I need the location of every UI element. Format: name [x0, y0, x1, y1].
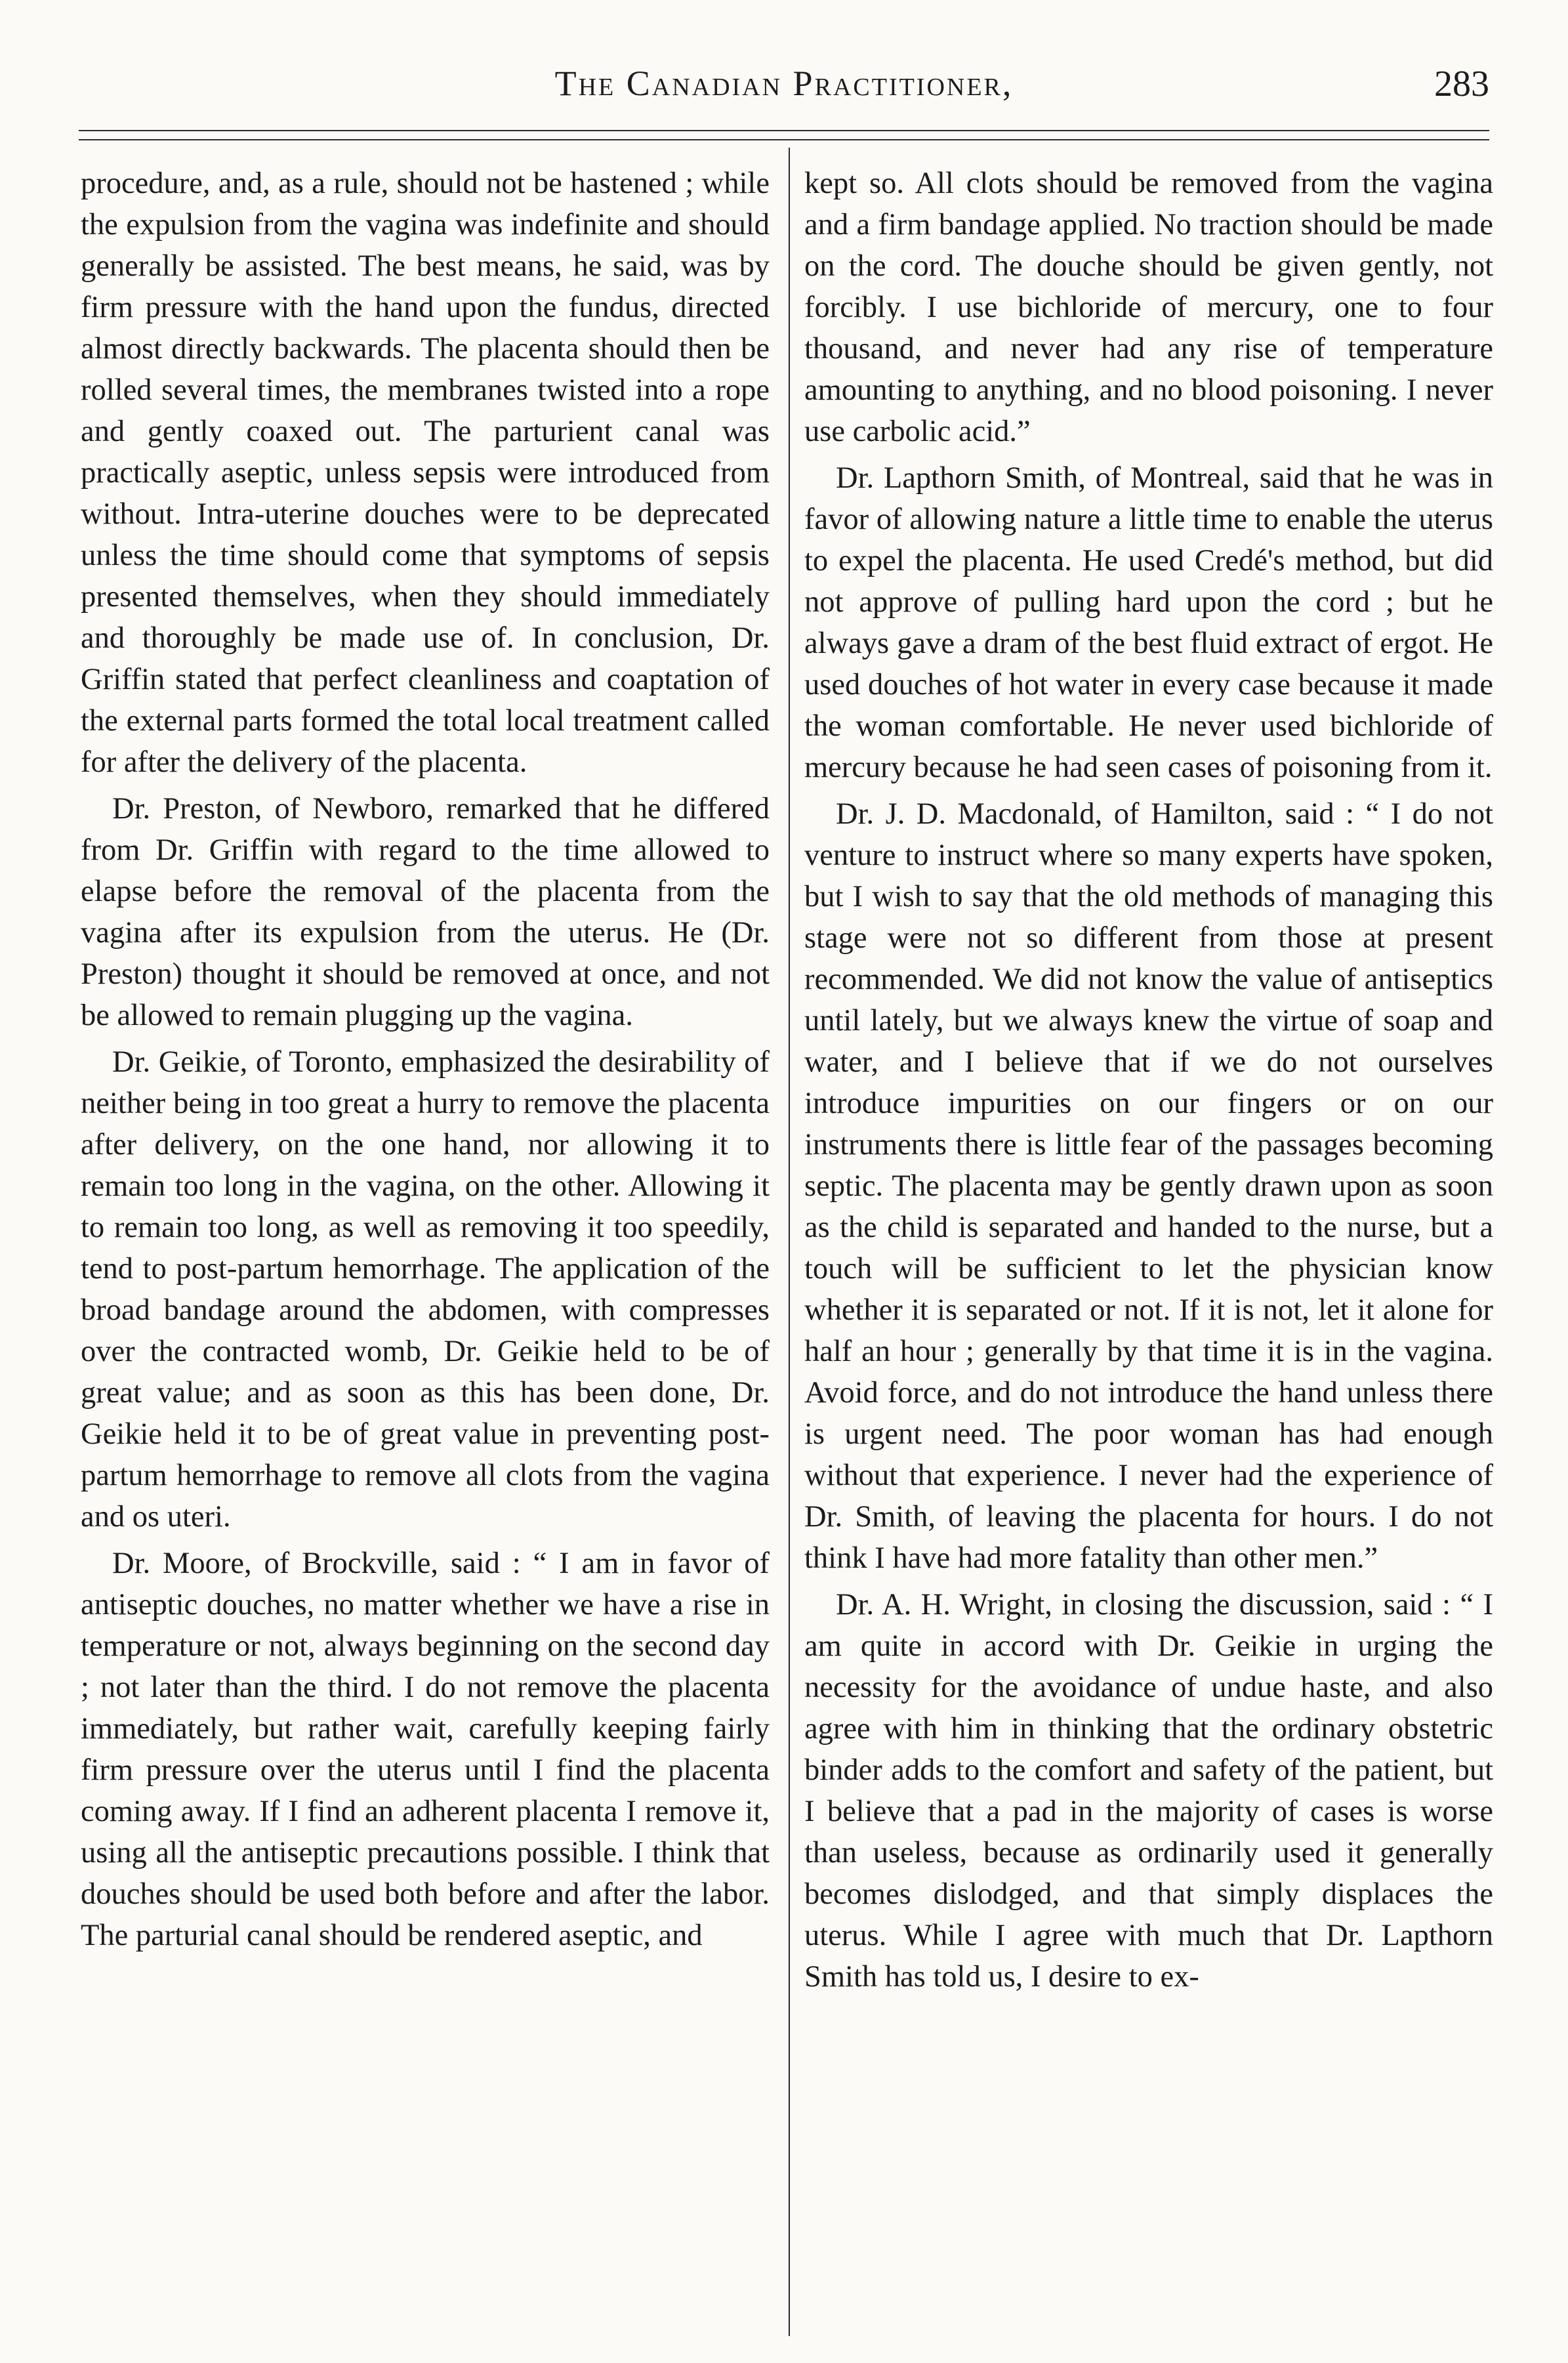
paragraph-preston: Dr. Preston, of Newboro, remarked that he differed from Dr. Griffin with regard to the time allowed to elapse before the removal of the placenta from the vagina after its expulsion from the uterus. He (Dr. Preston) thought it should be removed at once, and not be allowed to remain plugging up the vagina. [81, 792, 770, 1032]
page-header [79, 63, 1489, 115]
paragraph-geikie: Dr. Geikie, of Toronto, emphasized the desirability of neither being in too great a hurry to remove the placenta after delivery, on the one hand, nor allowing it to remain too long in the vagina, on the other. Allowing it to remain too long, as well as removing it too speedily, tend to post-partum hemorrhage. The application of the broad bandage around the abdomen, with compresses over the contracted womb, Dr. Geikie held to be of great value; and as soon as this has been done, Dr. Geikie held it to be of great value in preventing post-partum hemorrhage to remove all clots from the vagina and os uteri. [81, 1045, 770, 1534]
left-column [81, 163, 770, 1961]
header-rule-top [79, 130, 1489, 131]
paragraph-macdonald: Dr. J. D. Macdonald, of Hamilton, said : “ I do not venture to instruct where so many experts have spoken, but I wish to say that the old methods of managing this stage were not so different from those at present recommended. We did not know the value of antiseptics until lately, but we always knew the virtue of soap and water, and I believe that if we do not ourselves introduce impurities on our fingers or on our instruments there is little fear of the passages becoming septic. The placenta may be gently drawn upon as soon as the child is separated and handed to the nurse, but a touch will be sufficient to let the physician know whether it is separated or not. If it is not, let it alone for half an hour ; generally by that time it is in the vagina. Avoid force, and do not introduce the hand unless there is urgent need. The poor woman has had enough without that experience. I never had the experience of Dr. Smith, of leaving the placenta for hours. I do not think I have had more fatality than other men.” [804, 797, 1493, 1575]
page-number: 283 [1434, 64, 1489, 104]
paragraph-lapthorn-smith: Dr. Lapthorn Smith, of Montreal, said that he was in favor of allowing nature a little time to enable the uterus to expel the placenta. He used Credé's method, but did not approve of pulling hard upon the cord ; but he always gave a dram of the best fluid extract of ergot. He used douches of hot water in every case because it made the woman comfortable. He never used bichloride of mercury because he had seen cases of poisoning from it. [804, 461, 1493, 784]
column-divider [789, 148, 790, 2336]
right-column [804, 163, 1493, 2003]
header-rule-bottom [79, 139, 1489, 140]
paragraph-moore: Dr. Moore, of Brockville, said : “ I am in favor of antiseptic douches, no matter whether we have a rise in temperature or not, always beginning on the second day ; not later than the third. I do not remove the placenta immediately, but rather wait, carefully keeping fairly firm pressure over the uterus until I find the placenta coming away. If I find an adherent placenta I remove it, using all the antiseptic precautions possible. I think that douches should be used both before and after the labor. The parturial canal should be rendered aseptic, and [81, 1547, 770, 1952]
running-title: The Canadian Practitioner, [554, 64, 1014, 103]
paragraph-griffin-continued: procedure, and, as a rule, should not be hastened ; while the expulsion from the vagina was indefinite and should generally be assisted. The best means, he said, was by firm pressure with the hand upon the fundus, directed almost directly backwards. The placenta should then be rolled several times, the membranes twisted into a rope and gently coaxed out. The parturient canal was practically aseptic, unless sepsis were introduced from without. Intra-uterine douches were to be deprecated unless the time should come that symptoms of sepsis presented themselves, when they should immediately and thoroughly be made use of. In conclusion, Dr. Griffin stated that perfect cleanliness and coaptation of the external parts formed the total local treatment called for after the delivery of the placenta. [81, 167, 770, 779]
paragraph-wright: Dr. A. H. Wright, in closing the discussion, said : “ I am quite in accord with Dr. Geikie in urging the necessity for the avoidance of undue haste, and also agree with him in thinking that the ordinary obstetric binder adds to the comfort and safety of the patient, but I believe that a pad in the majority of cases is worse than useless, because as ordinarily used it generally becomes dislodged, and that simply displaces the uterus. While I agree with much that Dr. Lapthorn Smith has told us, I desire to ex- [804, 1588, 1493, 1994]
paragraph-moore-continued: kept so. All clots should be removed from the vagina and a firm bandage applied. No traction should be made on the cord. The douche should be given gently, not forcibly. I use bichloride of mercury, one to four thousand, and never had any rise of temperature amounting to anything, and no blood poisoning. I never use carbolic acid.” [804, 167, 1493, 448]
